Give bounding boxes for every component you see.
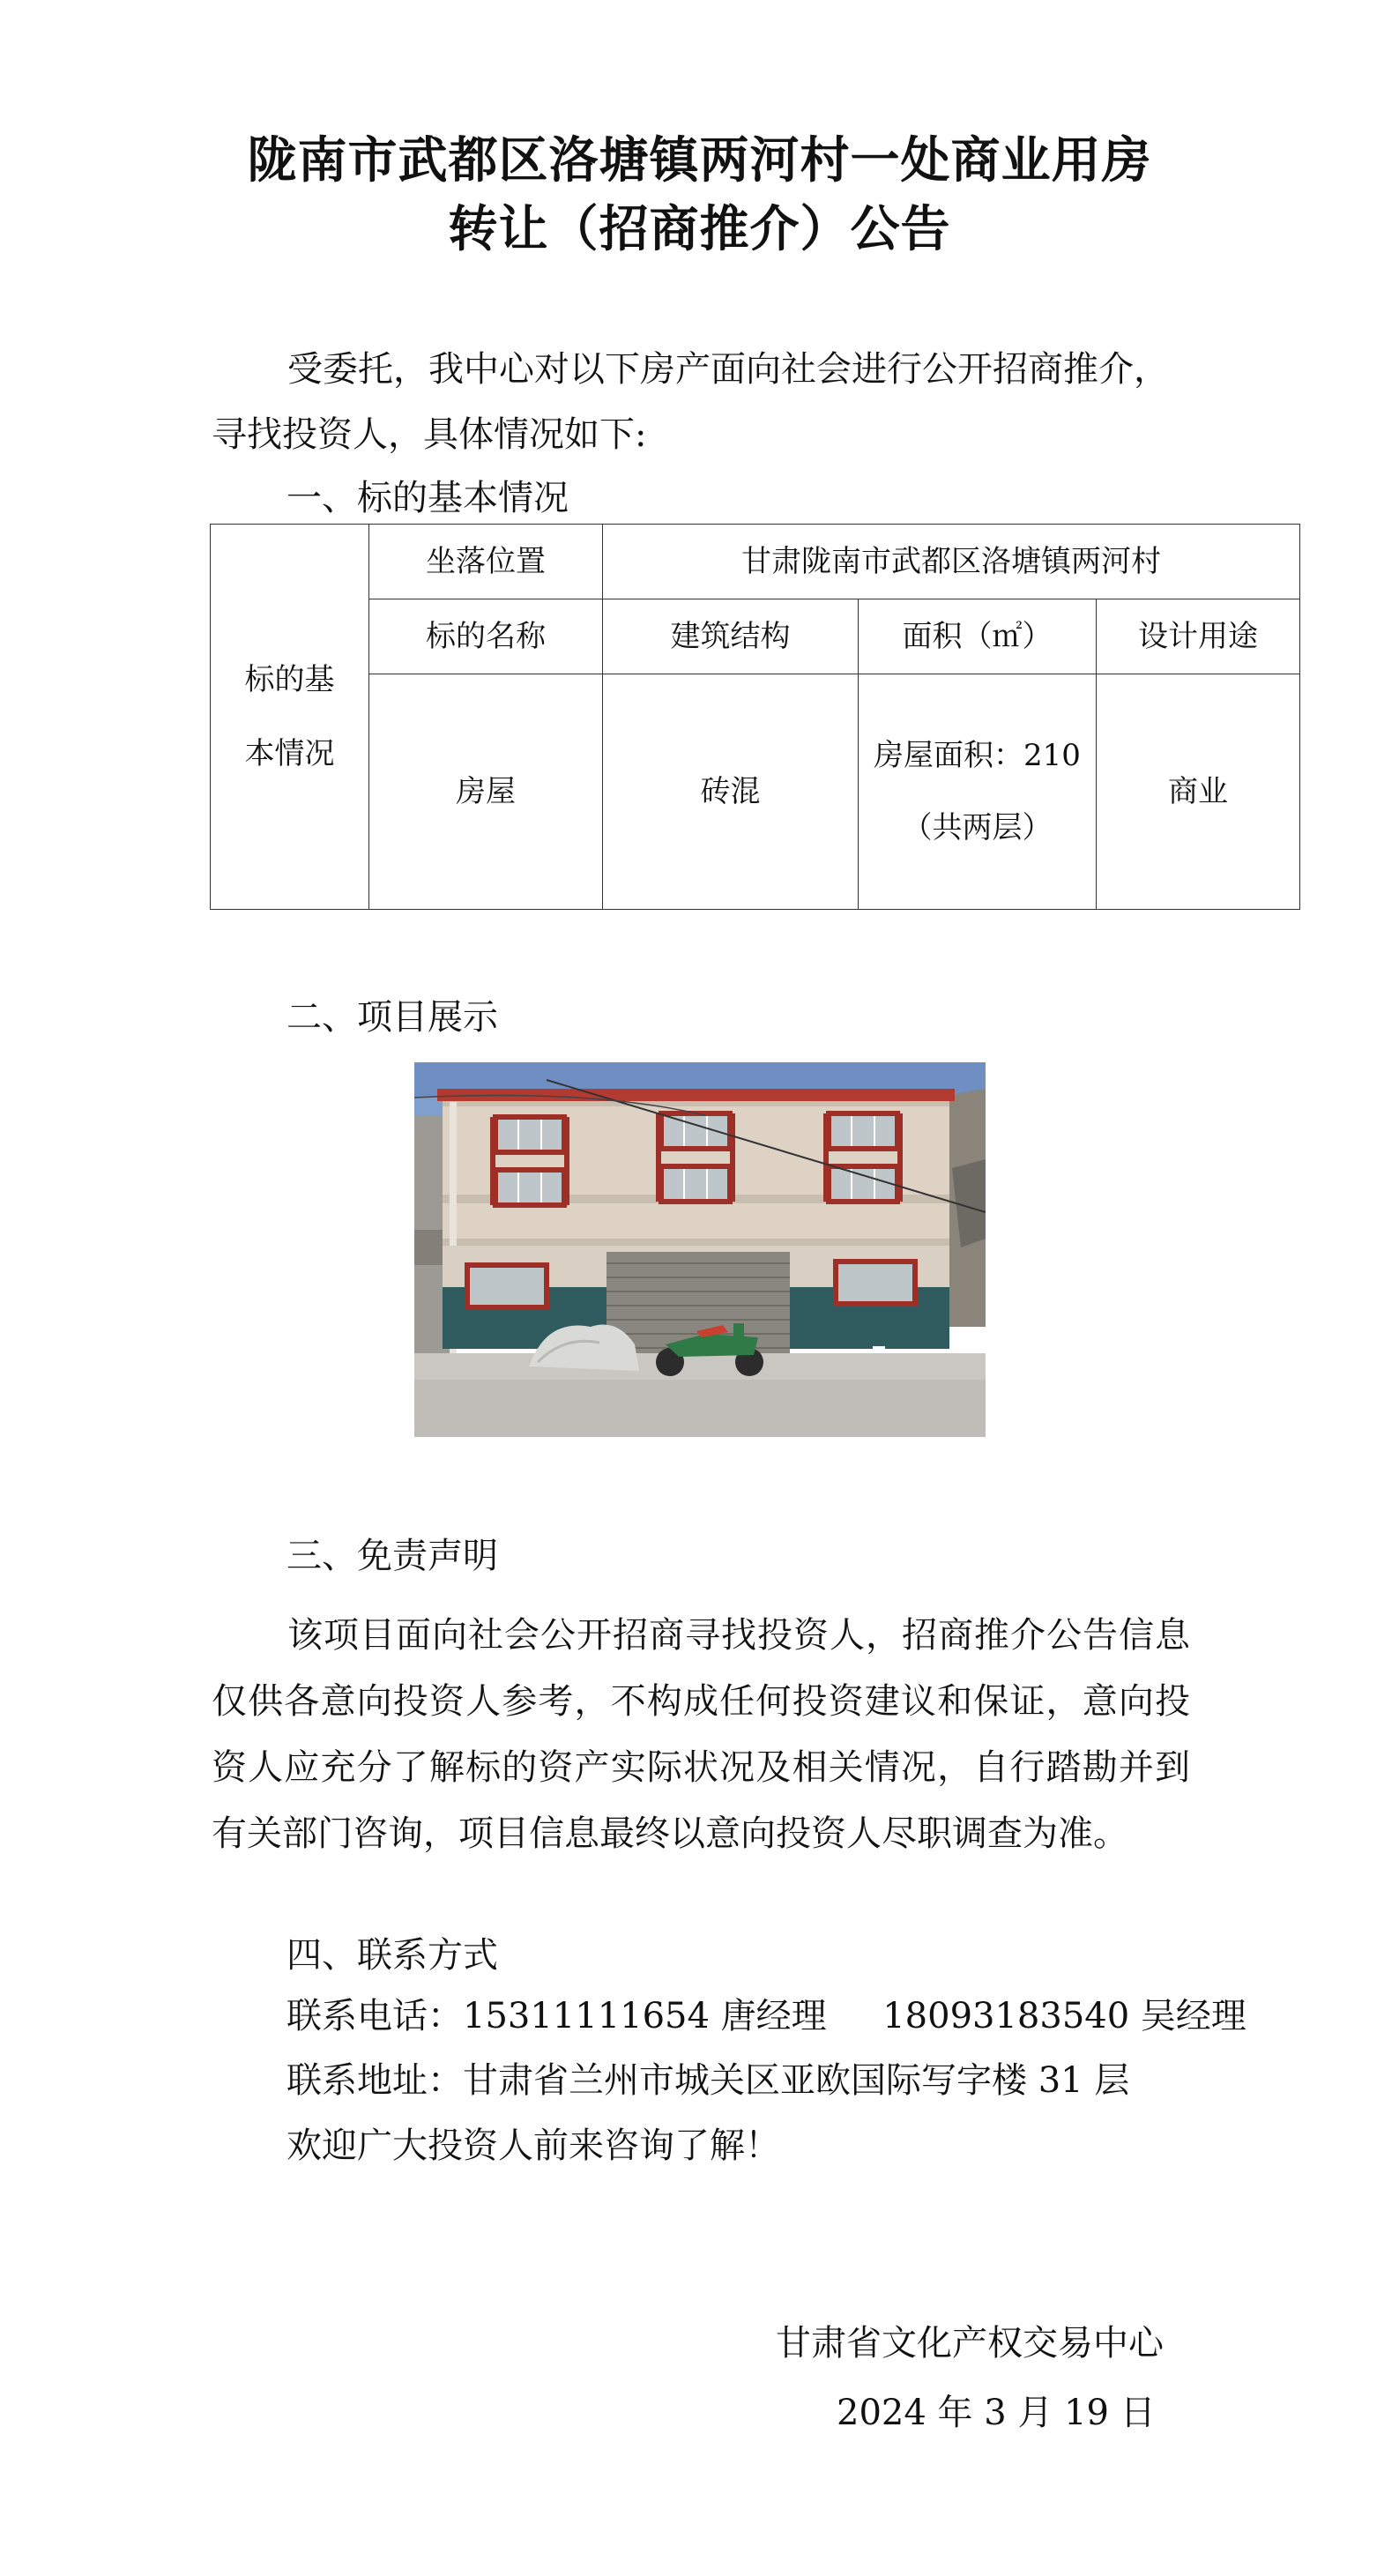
- value-usage: 商业: [1097, 674, 1300, 910]
- issue-date: 2024 年 3 月 19 日: [837, 2393, 1156, 2433]
- section-heading-basic-info: 一、标的基本情况: [286, 478, 569, 518]
- section-heading-disclaimer: 三、免责声明: [286, 1536, 498, 1576]
- issuing-organization: 甘肃省文化产权交易中心: [776, 2323, 1164, 2364]
- welcome-text: 欢迎广大投资人前来咨询了解！: [286, 2126, 780, 2166]
- building-photo: [414, 1062, 986, 1437]
- contact-phone: 联系电话：15311111654 唐经理 18093183540 吴经理: [286, 1996, 1246, 2036]
- header-structure: 建筑结构: [603, 599, 859, 674]
- location-label: 坐落位置: [369, 525, 603, 599]
- notice-title-line-1: 陇南市武都区洛塘镇两河村一处商业用房: [247, 132, 1152, 190]
- value-structure: 砖混: [603, 674, 859, 910]
- header-name: 标的名称: [369, 599, 603, 674]
- header-area: 面积（㎡）: [859, 599, 1097, 674]
- header-usage: 设计用途: [1097, 599, 1300, 674]
- property-info-table: [210, 524, 1300, 910]
- disclaimer-paragraph: 该项目面向社会公开招商寻找投资人，招商推介公告信息仅供各意向投资人参考，不构成任何投资建议和保证，意向投资人应充分了解标的资产实际状况及相关情况，自行踏勘并到有关部门咨询，项目信息最终以意向投资人尽职调查为准。: [212, 1615, 1190, 1854]
- location-value: 甘肃陇南市武都区洛塘镇两河村: [603, 525, 1300, 599]
- contact-address: 联系地址：甘肃省兰州市城关区亚欧国际写字楼 31 层: [286, 2060, 1130, 2101]
- table-row-header: 标的基本情况: [211, 525, 369, 910]
- notice-title-line-2: 转让（招商推介）公告: [448, 201, 951, 258]
- section-heading-contact: 四、联系方式: [286, 1935, 498, 1976]
- value-area: 房屋面积：210（共两层）: [859, 674, 1097, 910]
- value-name: 房屋: [369, 674, 603, 910]
- section-heading-project-display: 二、项目展示: [286, 997, 498, 1038]
- intro-paragraph: 受委托，我中心对以下房产面向社会进行公开招商推介，寻找投资人，具体情况如下:: [212, 349, 1169, 455]
